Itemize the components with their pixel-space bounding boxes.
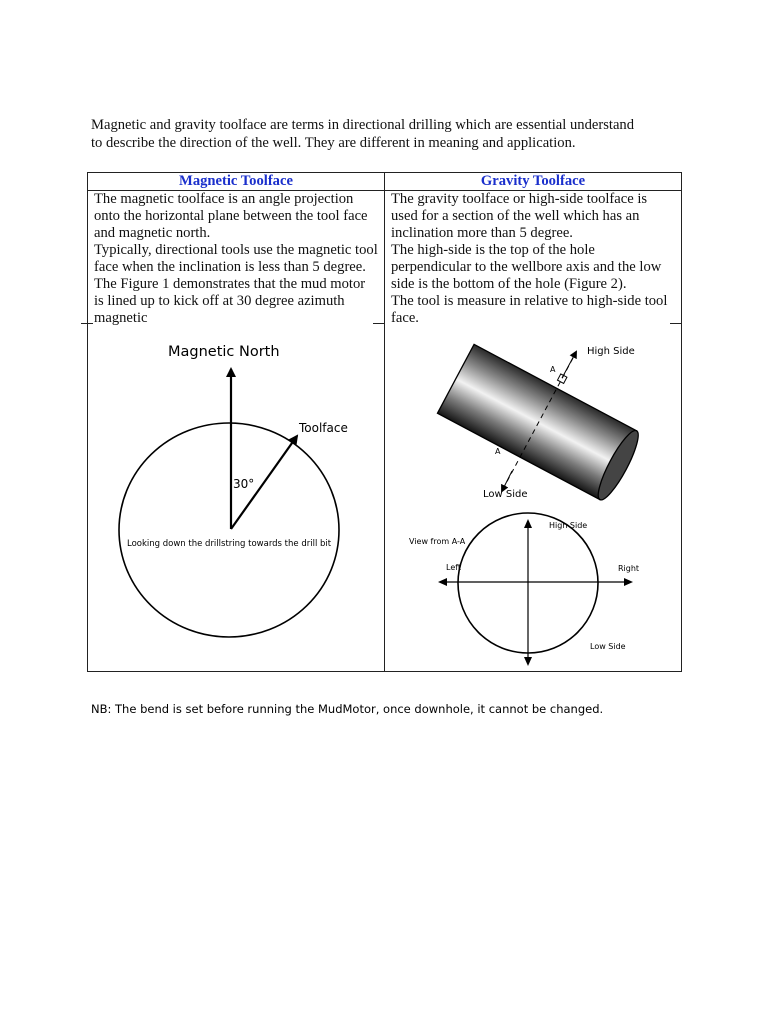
low-side-label: Low Side [483,489,528,500]
angle-label: 30° [233,477,255,491]
high-side-label: High Side [587,346,635,357]
magnetic-paragraph-1: The magnetic toolface is an angle projection onto the horizontal plane between the tool face and magnetic north. [94,191,368,241]
high-side-arrow [562,352,576,378]
table-tick-middle [373,323,385,324]
view-label: View from A-A [409,537,466,546]
intro-line-1: Magnetic and gravity toolface are terms in directional drilling which are essential understand [91,117,635,133]
header-cell-magnetic [88,173,385,191]
gravity-toolface-header: Gravity Toolface [480,173,586,189]
toolface-table [87,172,682,672]
magnetic-toolface-figure [88,333,384,663]
vertical-arrow-up [524,519,532,528]
section-marker-bottom: A [495,447,501,456]
cross-section-high-side-label: High Side [549,521,588,530]
table-tick-left [81,323,93,324]
magnetic-north-label: Magnetic North [168,344,280,360]
left-label: Left [446,563,462,572]
magnetic-cell [88,191,385,672]
horizontal-arrow-right [624,578,633,586]
gravity-cell [385,191,682,672]
gravity-paragraph-1: The gravity toolface or high-side toolface is used for a section of the well which has an inclination more than 5 degree. [391,191,648,241]
gravity-toolface-figure [385,326,681,671]
gravity-paragraph-3: The tool is measure in relative to high-side tool face. [391,293,668,326]
low-side-arrow [502,471,512,491]
header-cell-gravity [385,173,682,191]
intro-line-2: to describe the direction of the well. They are different in meaning and application. [91,135,576,151]
gravity-paragraph-2: The high-side is the top of the hole perpendicular to the wellbore axis and the low side is the bottom of the hole (Figure 2). [391,242,662,292]
nb-note: NB: The bend is set before running the MudMotor, once downhole, it cannot be changed. [91,702,604,716]
right-angle-mark [557,374,566,383]
vertical-arrow-down [524,657,532,666]
wellbore-cylinder [437,344,644,503]
cross-section-low-side-label: Low Side [590,642,626,651]
table-tick-right [670,323,682,324]
toolface-label: Toolface [299,421,348,435]
borehole-circle [119,423,339,637]
magnetic-paragraph-2: Typically, directional tools use the magnetic tool face when the inclination is less than 5 degree. The Figure 1 demonstrates that the mud motor is lined up to kick off at 30 degree azimuth magnetic [94,242,378,326]
intro-paragraph [91,116,681,152]
section-marker-top: A [550,365,556,374]
figure1-caption: Looking down the drillstring towards the drill bit [127,539,332,549]
right-label: Right [618,564,640,573]
horizontal-arrow-left [438,578,447,586]
magnetic-toolface-header: Magnetic Toolface [179,173,293,189]
